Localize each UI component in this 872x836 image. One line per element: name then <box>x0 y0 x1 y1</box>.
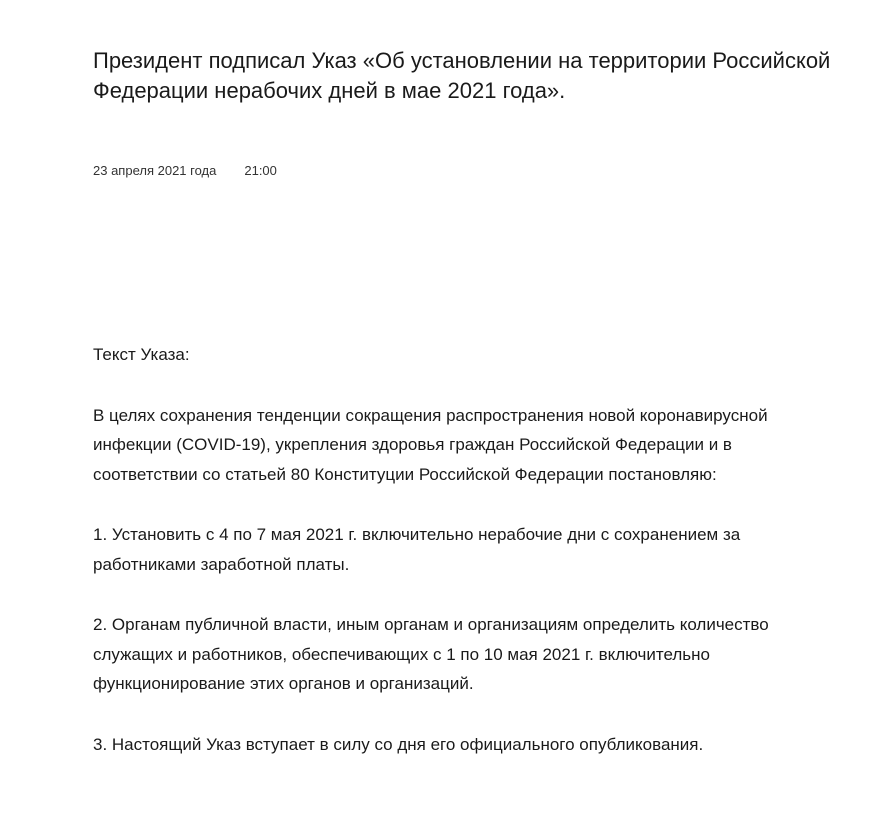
article-date: 23 апреля 2021 года <box>93 163 217 178</box>
article-body <box>93 340 833 790</box>
article-title: Президент подписал Указ «Об установлении на территории Российской Федерации нерабочих дней в мае 2021 года». <box>93 48 831 103</box>
decree-item-3: 3. Настоящий Указ вступает в силу со дня его официального опубликования. <box>93 734 704 754</box>
article-time: 21:00 <box>244 163 277 178</box>
decree-text-heading: Текст Указа: <box>93 345 190 364</box>
decree-preamble: В целях сохранения тенденции сокращения распространения новой коронавирусной инфекции (COVID-19), укрепления здоровья граждан Российской Федерации и в соответствии со статьей 80 Конституции Российской Федерации постановляю: <box>93 405 768 484</box>
article-meta <box>93 161 277 181</box>
decree-item-2: 2. Органам публичной власти, иным органам и организациям определить количество служащих и работников, обеспечивающих с 1 по 10 мая 2021 г. включительно функционирование этих органов и организаций. <box>93 615 769 693</box>
decree-item-1: 1. Установить с 4 по 7 мая 2021 г. включительно нерабочие дни с сохранением за работниками заработной платы. <box>93 525 741 574</box>
